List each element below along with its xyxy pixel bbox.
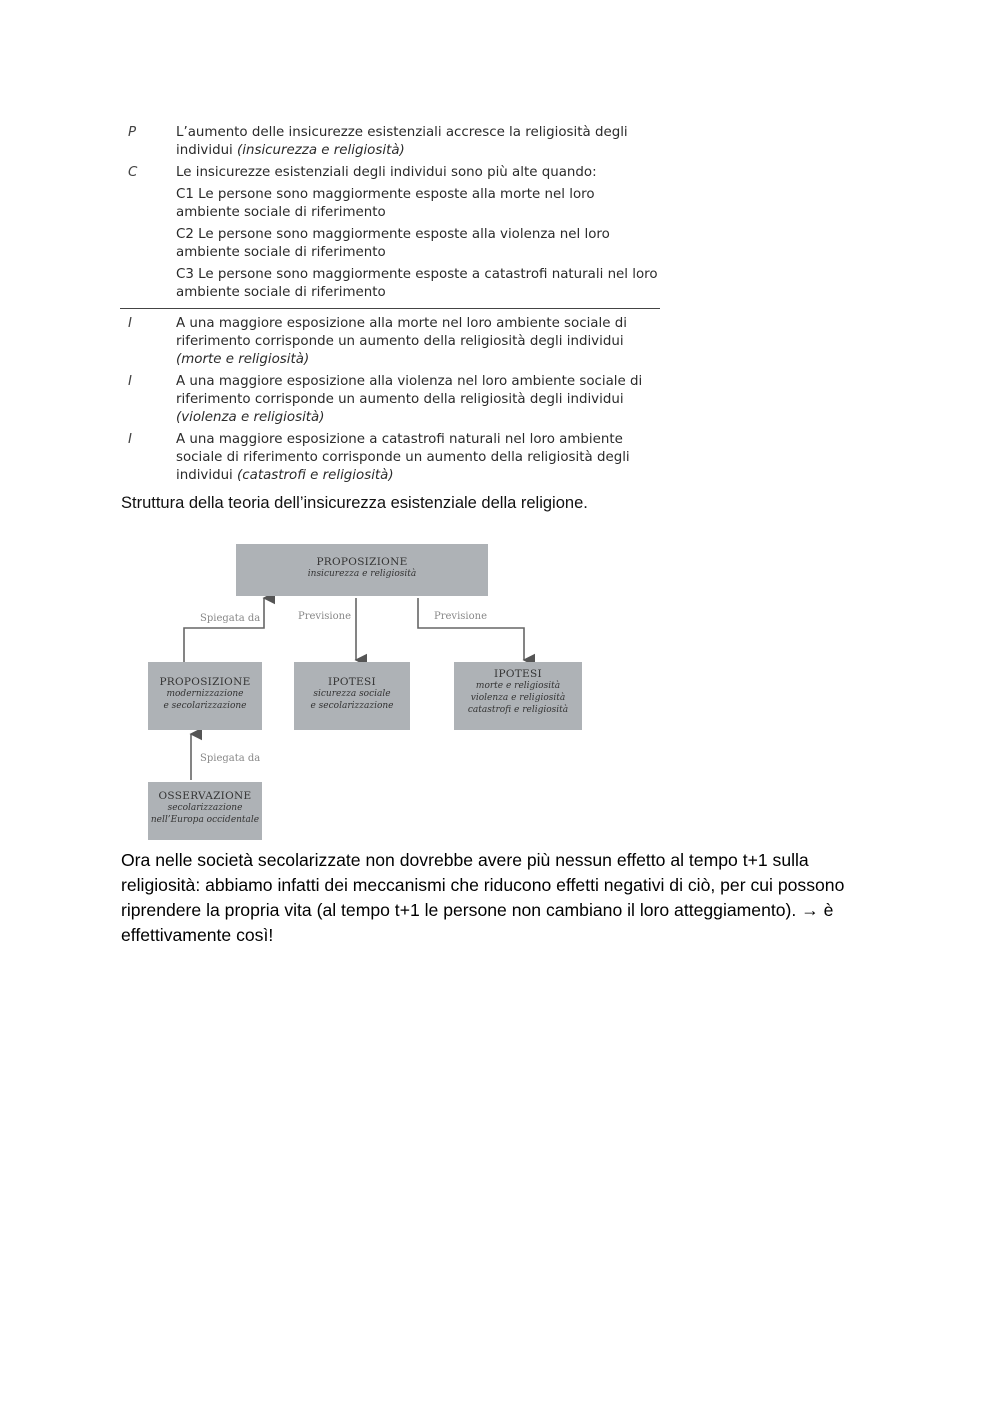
row-text: A una maggiore esposizione alla morte nel loro ambiente sociale di riferimento corrisponde un aumento della religiosità degli individui [176,316,627,349]
box-title: IPOTESI [494,668,542,680]
hypothesis-row [120,315,660,369]
box-subtitle: sicurezza sociale [313,689,391,699]
connector-previsione-right [418,598,524,660]
box-subtitle: morte e religiosità [475,681,561,691]
row-key: P [128,125,137,140]
connector-spiegata-top [184,598,264,662]
theory-diagram [140,538,600,848]
row-italic: (insicurezza e religiosità) [237,143,405,158]
theory-structure-table [120,124,660,489]
observation-box [148,782,262,840]
box-title: IPOTESI [328,676,376,688]
row-italic: (violenza e religiosità) [176,410,325,425]
divider-line [120,308,660,309]
conditions-row [120,164,660,302]
hypothesis-row [120,373,660,427]
box-title: OSSERVAZIONE [158,790,252,802]
row-italic: (morte e religiosità) [176,352,310,367]
top-proposition-box [236,544,488,596]
box-subtitle: e secolarizzazione [310,701,394,711]
hypothesis-row [120,431,660,485]
row-text: Le insicurezze esistenziali degli individui sono più alte quando: [176,165,597,180]
condition-item: C1 Le persone sono maggiormente esposte alla morte nel loro ambiente sociale di riferimento [176,187,595,220]
row-text: L’aumento delle insicurezze esistenziali accresce la religiosità degli individui [176,125,628,158]
proposition-row [120,124,660,160]
box-subtitle: modernizzazione [166,689,244,699]
box-title: PROPOSIZIONE [159,676,251,688]
row-key: I [128,374,132,389]
figure-caption: Struttura della teoria dell’insicurezza esistenziale della religione. [121,494,588,512]
right-hypothesis-box [454,662,582,730]
row-key: I [128,316,132,331]
box-subtitle: secolarizzazione [167,803,243,813]
label-previsione-2: Previsione [434,611,487,622]
row-text: A una maggiore esposizione alla violenza nel loro ambiente sociale di riferimento corrisponde un aumento della religiosità degli individui [176,374,643,407]
box-subtitle: insicurezza e religiosità [307,569,417,579]
condition-item: C2 Le persone sono maggiormente esposte alla violenza nel loro ambiente sociale di riferimento [176,227,610,260]
row-key: I [128,432,132,447]
label-previsione-1: Previsione [298,611,351,622]
label-spiegata-da-bottom: Spiegata da [200,753,261,764]
box-subtitle: catastrofi e religiosità [467,705,569,715]
box-subtitle: e secolarizzazione [163,701,247,711]
row-italic: (catastrofi e religiosità) [237,468,394,483]
condition-item: C3 Le persone sono maggiormente esposte a catastrofi naturali nel loro ambiente sociale di riferimento [176,267,658,300]
row-text: A una maggiore esposizione a catastrofi naturali nel loro ambiente sociale di riferimento corrisponde un aumento della religiosità degli individui [176,432,630,483]
box-subtitle: violenza e religiosità [470,693,566,703]
middle-hypothesis-box [294,662,410,730]
row-key: C [128,165,138,180]
left-proposition-box [148,662,262,730]
label-spiegata-da-top: Spiegata da [200,613,261,624]
body-paragraph: Ora nelle società secolarizzate non dovrebbe avere più nessun effetto al tempo t+1 sulla religiosità: abbiamo infatti dei meccanismi che riducono effetti negativi di ciò, per cui possono riprendere la propria vita (al tempo t+1 le persone non cambiano il loro atteggiamento). → è effettivamente così! [121,850,845,945]
box-subtitle: nell’Europa occidentale [150,815,260,825]
box-title: PROPOSIZIONE [316,556,408,568]
